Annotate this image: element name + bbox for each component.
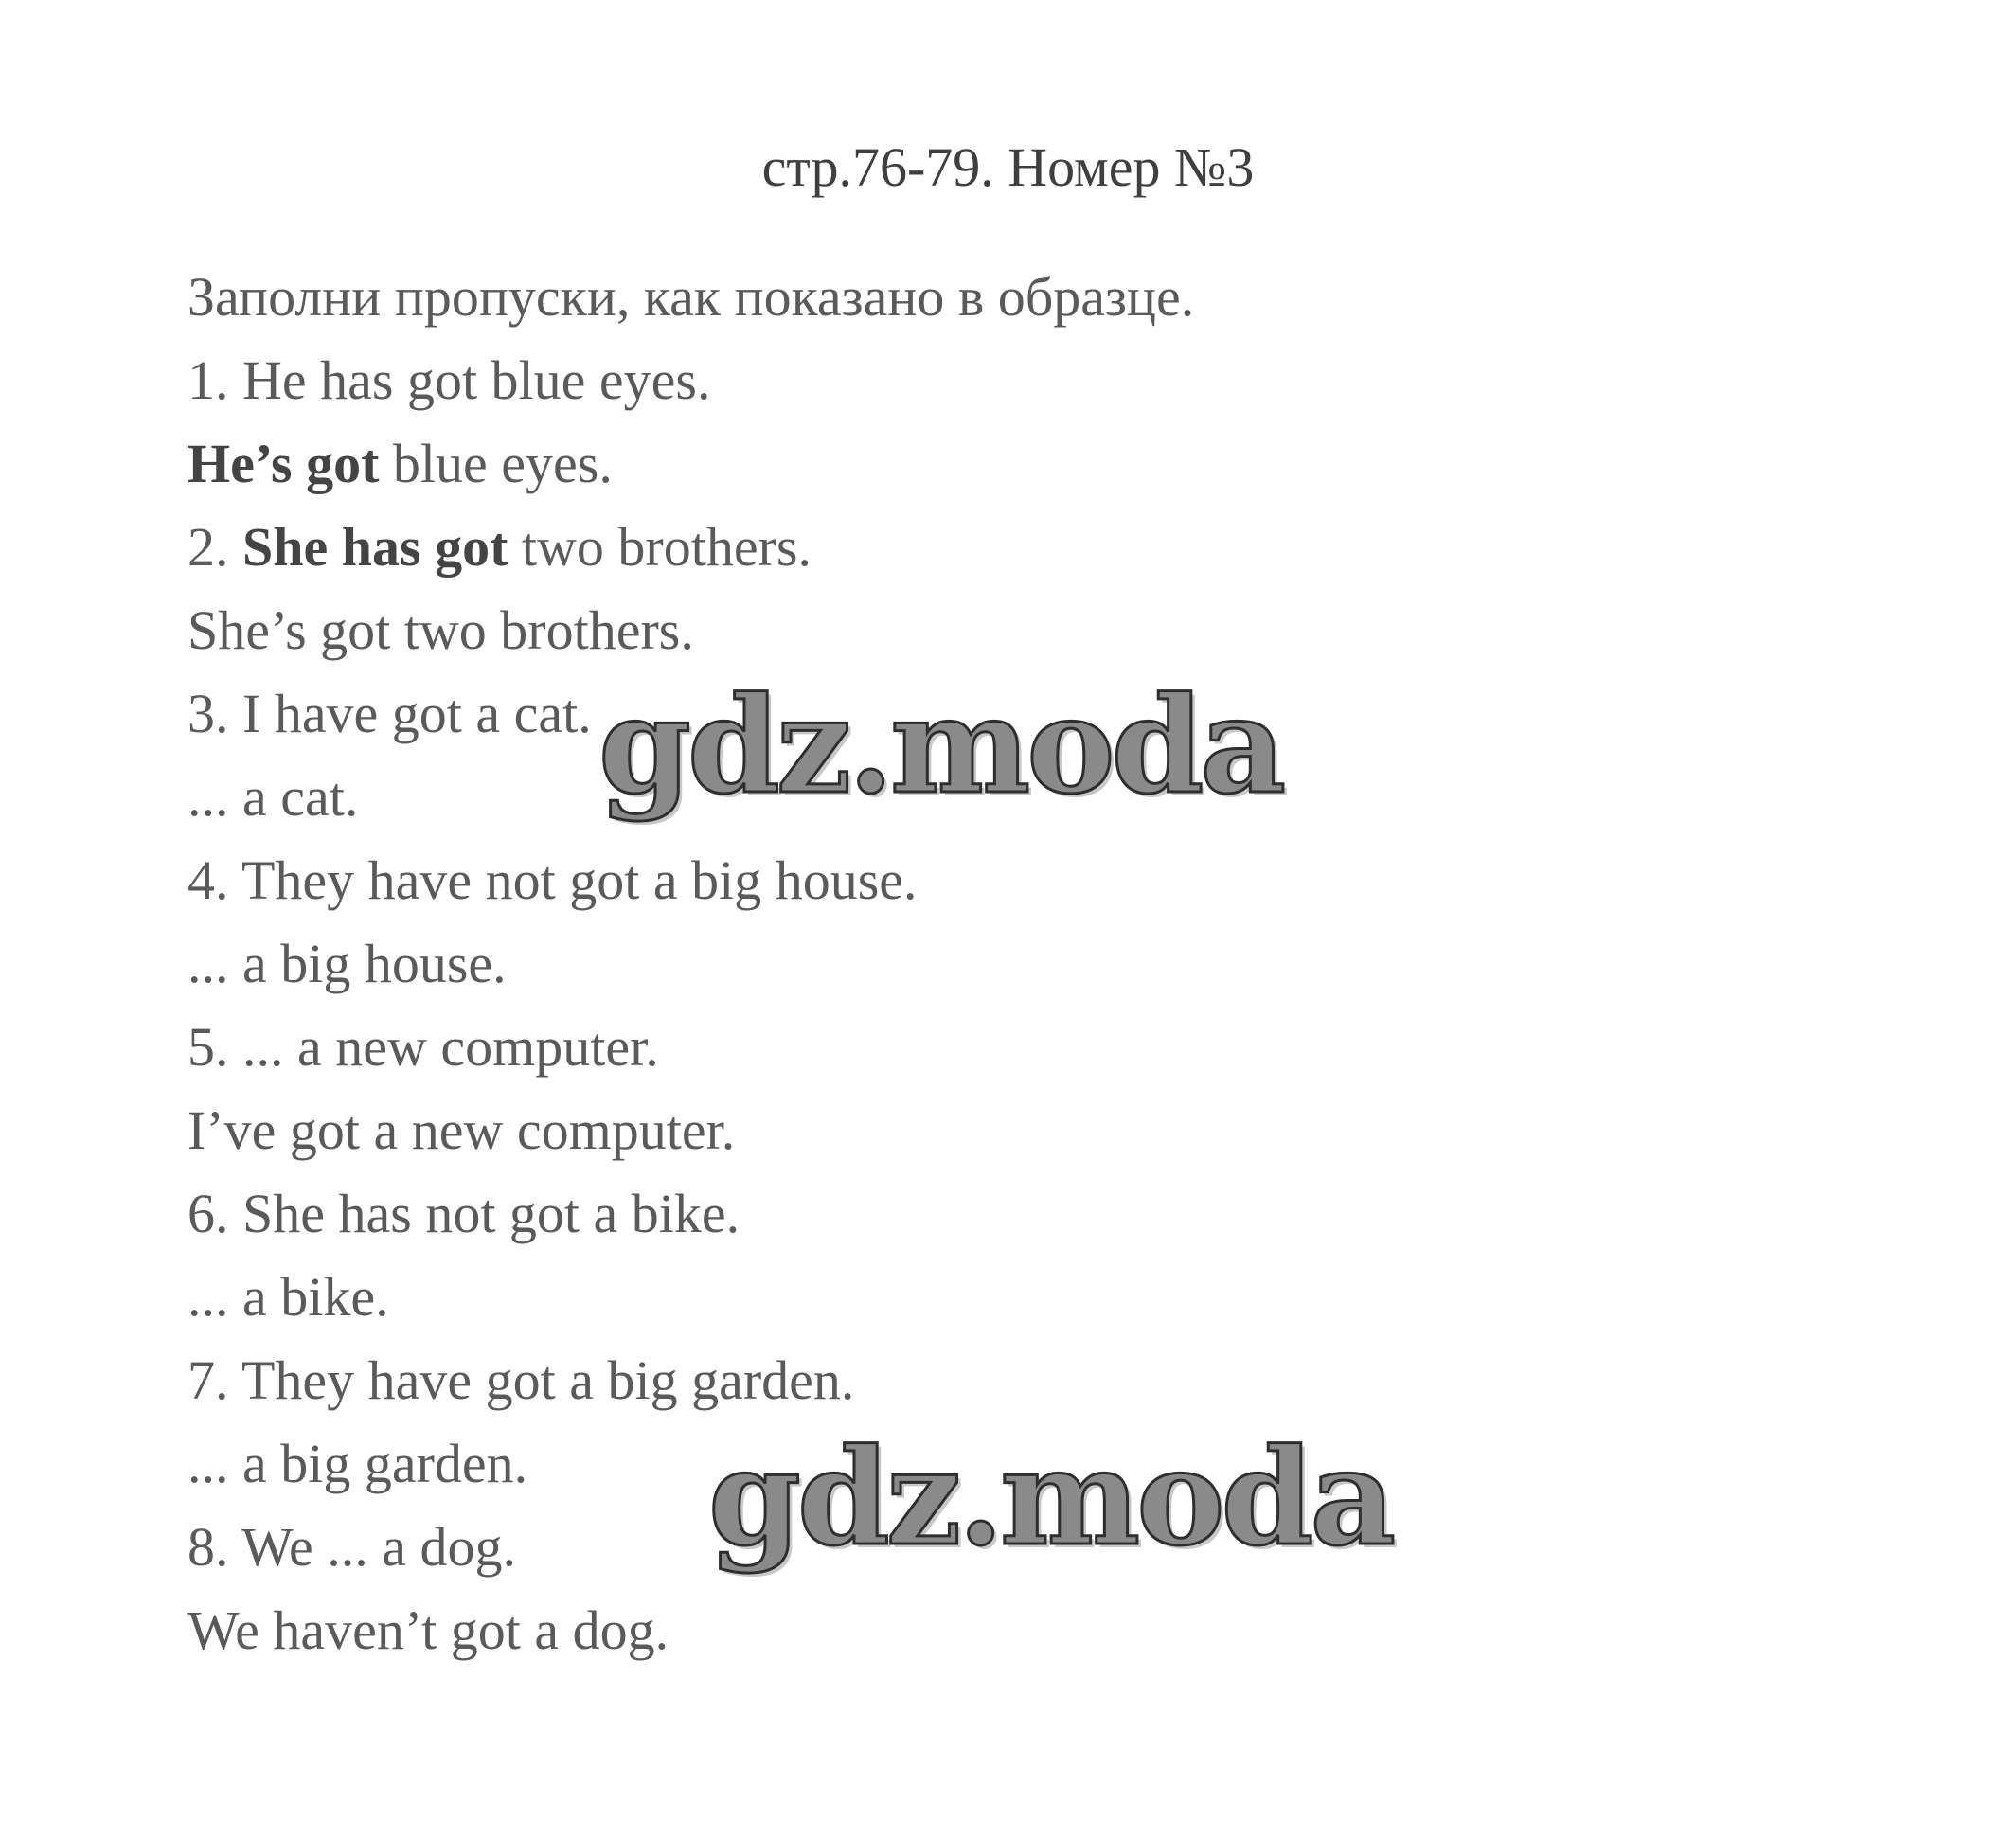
item-8-blank: 8. We ... a dog.	[187, 1516, 517, 1578]
item-2-sentence	[187, 506, 1703, 589]
item-4-sentence: 4. They have not got a big house.	[187, 849, 918, 911]
item-2-answer: She’s got two brothers.	[187, 599, 694, 661]
item-7-blank: ... a big garden.	[187, 1433, 528, 1494]
item-1-sentence: 1. He has got blue eyes.	[187, 349, 711, 411]
item-2-number: 2.	[187, 516, 242, 578]
item-2-rest: two brothers.	[508, 516, 812, 578]
item-6-sentence: 6. She has not got a bike.	[187, 1183, 740, 1244]
item-1-answer	[187, 422, 1703, 506]
item-6-blank: ... a bike.	[187, 1266, 389, 1328]
item-5-blank: 5. ... a new computer.	[187, 1016, 659, 1078]
item-4-blank: ... a big house.	[187, 933, 507, 994]
item-8-sentence: We haven’t got a dog.	[187, 1599, 669, 1661]
item-1-answer-rest: blue eyes.	[379, 433, 613, 494]
item-7-sentence: 7. They have got a big garden.	[187, 1349, 855, 1411]
instruction: Заполни пропуски, как показано в образце.	[187, 266, 1195, 328]
item-3-blank: ... a cat.	[187, 766, 359, 828]
watermark-1: gdz.moda	[598, 669, 1283, 824]
page-title: стр.76-79. Номер №3	[761, 136, 1255, 198]
item-2-bold: She has got	[242, 516, 508, 578]
watermark-2: gdz.moda	[708, 1420, 1393, 1576]
item-1-answer-bold: He’s got	[187, 433, 380, 494]
item-5-sentence: I’ve got a new computer.	[187, 1099, 736, 1161]
item-3-sentence: 3. I have got a cat.	[187, 683, 592, 744]
